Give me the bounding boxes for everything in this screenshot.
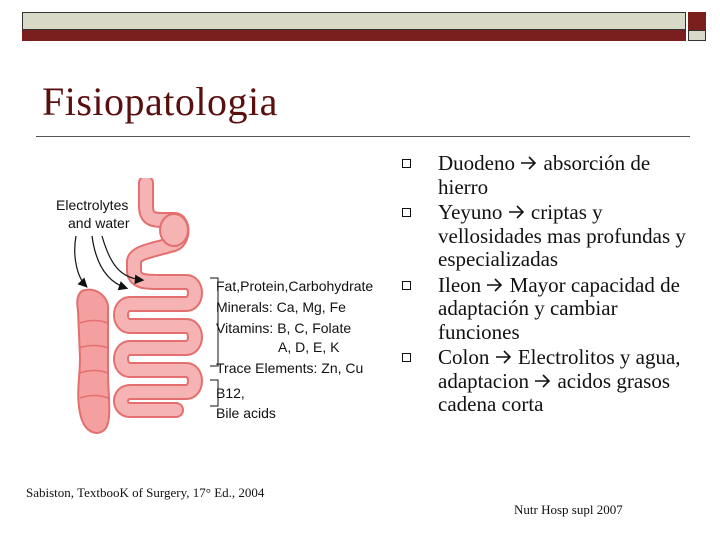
bullet-list [402,152,702,419]
citation-source: Sabiston, TextbooK of Surgery, 17° Ed., 2004 [26,485,265,500]
bullet-item [402,346,702,417]
square-bullet-icon [402,159,411,168]
bullet-item [402,274,702,345]
title-divider [36,136,690,137]
arrow-right-icon [534,373,552,389]
arrow-right-icon [520,155,538,171]
bullet-item [402,201,702,272]
label-vitamins: Vitamins: B, C, Folate [216,320,352,336]
bullet-desc: Electrolitos y agua, adaptacion [438,345,681,393]
label-and-water: and water [68,215,130,231]
square-bullet-icon [402,353,411,362]
header-corner-square [688,12,706,30]
label-vitamins-fat-soluble: A, D, E, K [278,339,340,355]
bullet-term: Yeyuno [438,200,503,224]
header-bar-light [22,12,686,30]
intestine-diagram [46,178,376,448]
arrow-right-icon [486,277,504,293]
bullet-term: Colon [438,345,490,369]
slide-title: Fisiopatologia [42,79,278,124]
bullet-desc: absorción de hierro [438,151,651,199]
bullet-desc-continued: acidos grasos cadena corta [438,368,671,416]
header-corner-square-light [688,30,706,41]
label-electrolytes: Electrolytes [56,197,129,213]
bullet-term: Duodeno [438,151,515,175]
label-trace-elements: Trace Elements: Zn, Cu [216,360,364,376]
small-intestine-shape [121,183,195,410]
bullet-desc: criptas y vellosidades mas profundas y especializadas [438,200,686,271]
arrow-electrolytes-ileum [92,236,126,288]
square-bullet-icon [402,281,411,290]
arrow-electrolytes-colon [75,236,86,286]
bullet-desc: Mayor capacidad de adaptación y cambiar funciones [438,272,680,344]
arrow-right-icon [495,349,513,365]
colon-shape [77,290,109,433]
citation-reference: Nutr Hosp supl 2007 [514,502,623,517]
header-bar-dark [22,30,686,41]
bullet-term: Ileon [438,272,482,297]
square-bullet-icon [402,208,411,217]
label-minerals: Minerals: Ca, Mg, Fe [216,299,346,315]
label-bile-acids: Bile acids [216,405,276,421]
arrow-right-icon [508,204,526,220]
label-nutrients: Fat,Protein,Carbohydrate [216,278,374,294]
label-b12: B12, [216,385,245,401]
bullet-item [402,152,702,199]
